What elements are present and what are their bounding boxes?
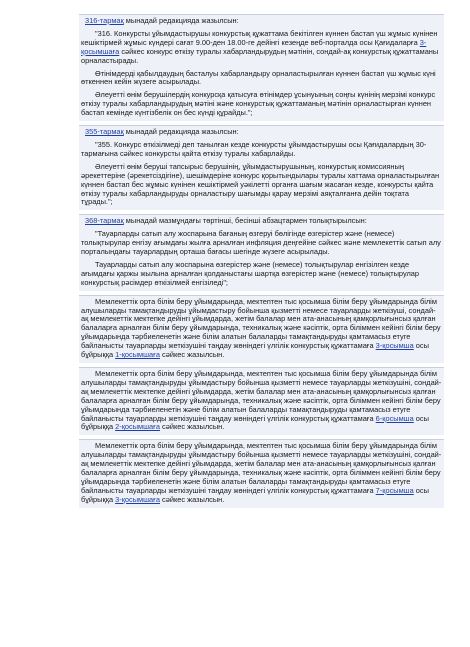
order-annex-link[interactable]: 1-қосымшаға bbox=[115, 350, 160, 360]
amendment-section-316 bbox=[79, 14, 444, 121]
amendment-lead: 355-тармақ мынадай редакцияда жазылсын: bbox=[85, 127, 239, 137]
paragraph: Мемлекеттік орта білім беру ұйымдарында, мектептен тыс қосымша білім беру ұйымдарында білім алушыларды тамақтандыруды ұйымдастыру бойынша қызметті немесе тауарларды жеткізушіні, сондай-ақ мемлекеттік мектепке дейінгі ұйымдарда, жетім балалар мен ата-анасының қамқорлығынсыз қалған балаларға арналған білім беру ұйымдарында, техникалық және кәсіптік, орта біліммен кейінгі білім беру ұйымдарында тәрбиеленетін және білім алатын балаларды тамақтандыруды қамтамасыз етуге байланысты тауарларды жеткізушіні таңдау жөніндегі үлгілік конкурстық құжаттамаға 6-қосымша осы бұйрыққа 2-қосымшаға сәйкес жазылсын. bbox=[81, 369, 442, 432]
annex-link[interactable]: 6-қосымша bbox=[375, 413, 414, 423]
annex-link[interactable]: 3-қосымша bbox=[375, 341, 414, 351]
annex-block-2 bbox=[79, 367, 444, 435]
amendment-lead: 316-тармақ мынадай редакцияда жазылсын: bbox=[85, 16, 239, 25]
amendment-section-368 bbox=[79, 214, 444, 290]
order-annex-link[interactable]: 2-қосымшаға bbox=[115, 422, 160, 432]
paragraph: "355. Конкурс өткізілмеді деп танылған кезде конкурсты ұйымдастырушы осы Қағидалардың 30-тармағына сәйкес конкурсты қайта өткізу туралы хабарлайды. bbox=[81, 139, 427, 158]
amendment-lead: 368-тармақ мынадай мазмұндағы төртінші, бесінші абзацтармен толықтырылсын: bbox=[85, 216, 367, 226]
paragraph: Мемлекеттік орта білім беру ұйымдарында, мектептен тыс қосымша білім беру ұйымдарында білім алушыларды тамақтандыруды ұйымдастыру бойынша қызметті немесе тауарларды жеткізуші, сондай-ақ мемлекеттік мектепке дейінгі ұйымдарда, жетім балалар мен ата-анасының қамқорлығынсыз қалған балаларға арналған білім беру ұйымдарында, техникалық және кәсіптік, орта біліммен кейінгі білім беру ұйымдарында тәрбиеленетін және білім алатын балаларды тамақтандыруды қамтамасыз етуге байланысты тауарларды жеткізушіні таңдау жөніндегі үлгілік конкурстық құжаттамаға 3-қосымша осы бұйрыққа 1-қосымшаға сәйкес жазылсын. bbox=[81, 296, 441, 360]
article-link-316[interactable]: 316-тармақ bbox=[85, 16, 124, 25]
article-link-355[interactable]: 355-тармақ bbox=[85, 127, 124, 137]
article-link-368[interactable]: 368-тармақ bbox=[85, 216, 124, 226]
paragraph: Мемлекеттік орта білім беру ұйымдарында, мектептен тыс қосымша білім беру ұйымдарында білім алушыларды тамақтандыруды ұйымдастыру бойынша қызметті немесе тауарларды жеткізушіні, сондай-ақ мемлекеттік мектепке дейінгі ұйымдарда, жетім балалар мен ата-анасының қамқорлығынсыз қалған балаларға арналған білім беру ұйымдарында, техникалық және кәсіптік, орта біліммен кейінгі білім беру ұйымдарында тәрбиеленетін және білім алатын балаларды тамақтандыруды қамтамасыз етуге байланысты тауарларды жеткізушіні таңдау жөніндегі үлгілік конкурстық құжаттамаға 7-қосымша осы бұйрыққа 3-қосымшаға сәйкес жазылсын. bbox=[81, 441, 442, 504]
document-body bbox=[79, 14, 444, 512]
paragraph: "316. Конкурсты ұйымдастырушы конкурстық құжаттама бекітілген күннен бастап үш жұмыс күнінен кешіктірмей жұмыс күндері сағат 9.00-ден 18.00-ге дейінгі кезеңде веб-порталда осы Қағидаларға 3-қосымшаға сәйкес конкурс өткізу туралы хабарландырудың мәтінін, сондай-ақ конкурстық құжаттаманы орналастырады. bbox=[81, 28, 439, 65]
annex-link[interactable]: 7-қосымша bbox=[375, 485, 414, 495]
annex-block-3 bbox=[79, 439, 444, 507]
amendment-section-355 bbox=[79, 125, 444, 210]
paragraph: "Тауарларды сатып алу жоспарына бағаның өзгеруі бөлігінде өзгерістер және (немесе) толықтырулар енгізу ағымдағы жылға арналған инфляция деңгейіне сәйкес және мемлекеттік сатып алу порталындағы тауарлардың орташа бағасы шегінде жүзеге асырылады. bbox=[81, 229, 441, 257]
paragraph: Әлеуетті өнім берушілердің конкурсқа қатысуға өтінімдер ұсынуының соңғы күнінің мерзімі конкурс өткізу туралы хабарландырудың мәтіні және конкурстық құжаттаманың мәтінін орналастырған күннен бастап кемінде күнтізбелік он бес күнді құрайды."; bbox=[81, 90, 436, 118]
paragraph: Әлеуетті өнім беруші тапсырыс берушінің, ұйымдастырушының, конкурстық комиссияның әрекеттеріне (әрекетсіздігіне), шешімдеріне конкурс қорытындылары туралы хаттама орналастырылған күннен бастап бес жұмыс күнінен кешіктірмей уәкілетті органға шағым жасаған кезде, конкурсты қайта өткізу туралы хабарландыруды орналастыру шағымды қарау мерзімі аяқталғанға дейін тоқтата тұрады."; bbox=[81, 161, 440, 207]
paragraph: Өтінімдерді қабылдаудың басталуы хабарландыру орналастырылған күннен бастап үш жұмыс күні өткеннен кейін жүзеге асырылады. bbox=[81, 68, 436, 87]
annex-link[interactable]: 3-қосымшаға bbox=[81, 37, 427, 56]
paragraph: Тауарларды сатып алу жоспарына өзгерістер және (немесе) толықтырулар енгізілген кезде ағымдағы қаржы жылына арналған қолданыстағы шартқа өзгерістер және (немесе) толықтырулар конкурстық рәсімдер өткізілмей енгізіледі"; bbox=[81, 259, 420, 287]
order-annex-link[interactable]: 3-қосымшаға bbox=[115, 494, 160, 504]
annex-block-1 bbox=[79, 295, 444, 363]
